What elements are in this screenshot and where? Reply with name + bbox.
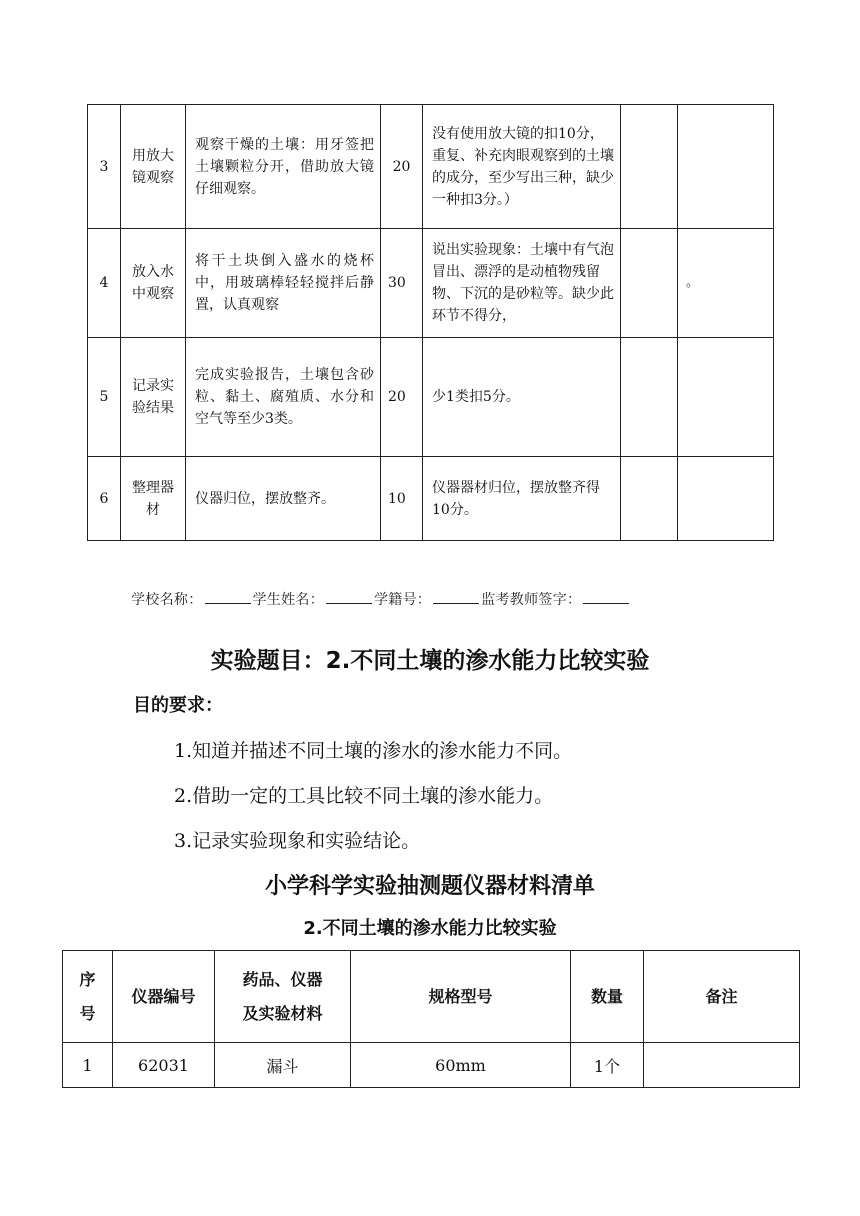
step-name: 记录实验结果 [121,338,186,457]
table-header-row [63,951,800,1043]
material-item: 漏斗 [215,1043,351,1088]
step-name: 放入水中观察 [121,229,186,338]
score-cell [621,229,678,338]
materials-table [62,950,800,1088]
teacher-blank[interactable] [583,590,629,604]
material-remark [644,1043,800,1088]
table-row [63,1043,800,1088]
materials-list-subtitle: 2.不同土壤的渗水能力比较实验 [303,918,557,939]
row-number: 4 [88,229,121,338]
student-id-label: 学籍号： [374,592,432,608]
step-name: 用放大镜观察 [121,105,186,229]
step-name: 整理器材 [121,457,186,541]
note-cell [678,105,774,229]
school-blank[interactable] [205,590,251,604]
requirement-item: 1.知道并描述不同土壤的渗水的渗水能力不同。 [174,740,573,762]
operation-text: 完成实验报告，土壤包含砂粒、黏土、腐殖质、水分和空气等至少3类。 [186,338,381,457]
criteria-text: 没有使用放大镜的扣10分，重复、补充肉眼观察到的土壤的成分，至少写出三种，缺少一种扣3分。） [423,105,621,229]
header-no: 序 号 [63,951,113,1043]
table-row [88,457,774,541]
operation-text: 观察干燥的土壤：用牙签把土壤颗粒分开，借助放大镜仔细观察。 [186,105,381,229]
note-cell: 。 [678,229,774,338]
criteria-text: 说出实验现象：土壤中有气泡冒出、漂浮的是动植物残留物、下沉的是砂粒等。缺少此环节不得分， [423,229,621,338]
signature-line [131,589,631,609]
points-value: 20 [381,105,423,229]
school-label: 学校名称： [131,592,203,608]
requirement-item: 3.记录实验现象和实验结论。 [174,830,421,852]
material-spec: 60mm [351,1043,571,1088]
materials-list-title: 小学科学实验抽测题仪器材料清单 [264,874,595,899]
requirement-item: 2.借助一定的工具比较不同土壤的渗水能力。 [174,785,554,807]
teacher-label: 监考教师签字： [481,592,582,608]
row-number: 5 [88,338,121,457]
student-id-blank[interactable] [433,590,479,604]
table-row [88,229,774,338]
criteria-text: 少1类扣5分。 [423,338,621,457]
points-value: 10 [381,457,423,541]
material-qty: 1个 [571,1043,644,1088]
header-item: 药品、仪器 及实验材料 [215,951,351,1043]
table-row [88,338,774,457]
note-cell [678,457,774,541]
score-cell [621,338,678,457]
scoring-table [87,104,774,541]
row-number: 3 [88,105,121,229]
header-remark: 备注 [644,951,800,1043]
material-no: 1 [63,1043,113,1088]
points-value: 20 [381,338,423,457]
material-code: 62031 [113,1043,215,1088]
operation-text: 仪器归位，摆放整齐。 [186,457,381,541]
points-value: 30 [381,229,423,338]
header-code: 仪器编号 [113,951,215,1043]
operation-text: 将干土块倒入盛水的烧杯中，用玻璃棒轻轻搅拌后静置，认真观察 [186,229,381,338]
experiment-title: 实验题目：2.不同土壤的渗水能力比较实验 [210,648,650,674]
requirements-heading: 目的要求： [133,695,223,716]
table-row [88,105,774,229]
score-cell [621,457,678,541]
header-qty: 数量 [571,951,644,1043]
row-number: 6 [88,457,121,541]
note-cell [678,338,774,457]
score-cell [621,105,678,229]
student-label: 学生姓名： [252,592,324,608]
header-spec: 规格型号 [351,951,571,1043]
student-blank[interactable] [326,590,372,604]
criteria-text: 仪器器材归位，摆放整齐得10分。 [423,457,621,541]
